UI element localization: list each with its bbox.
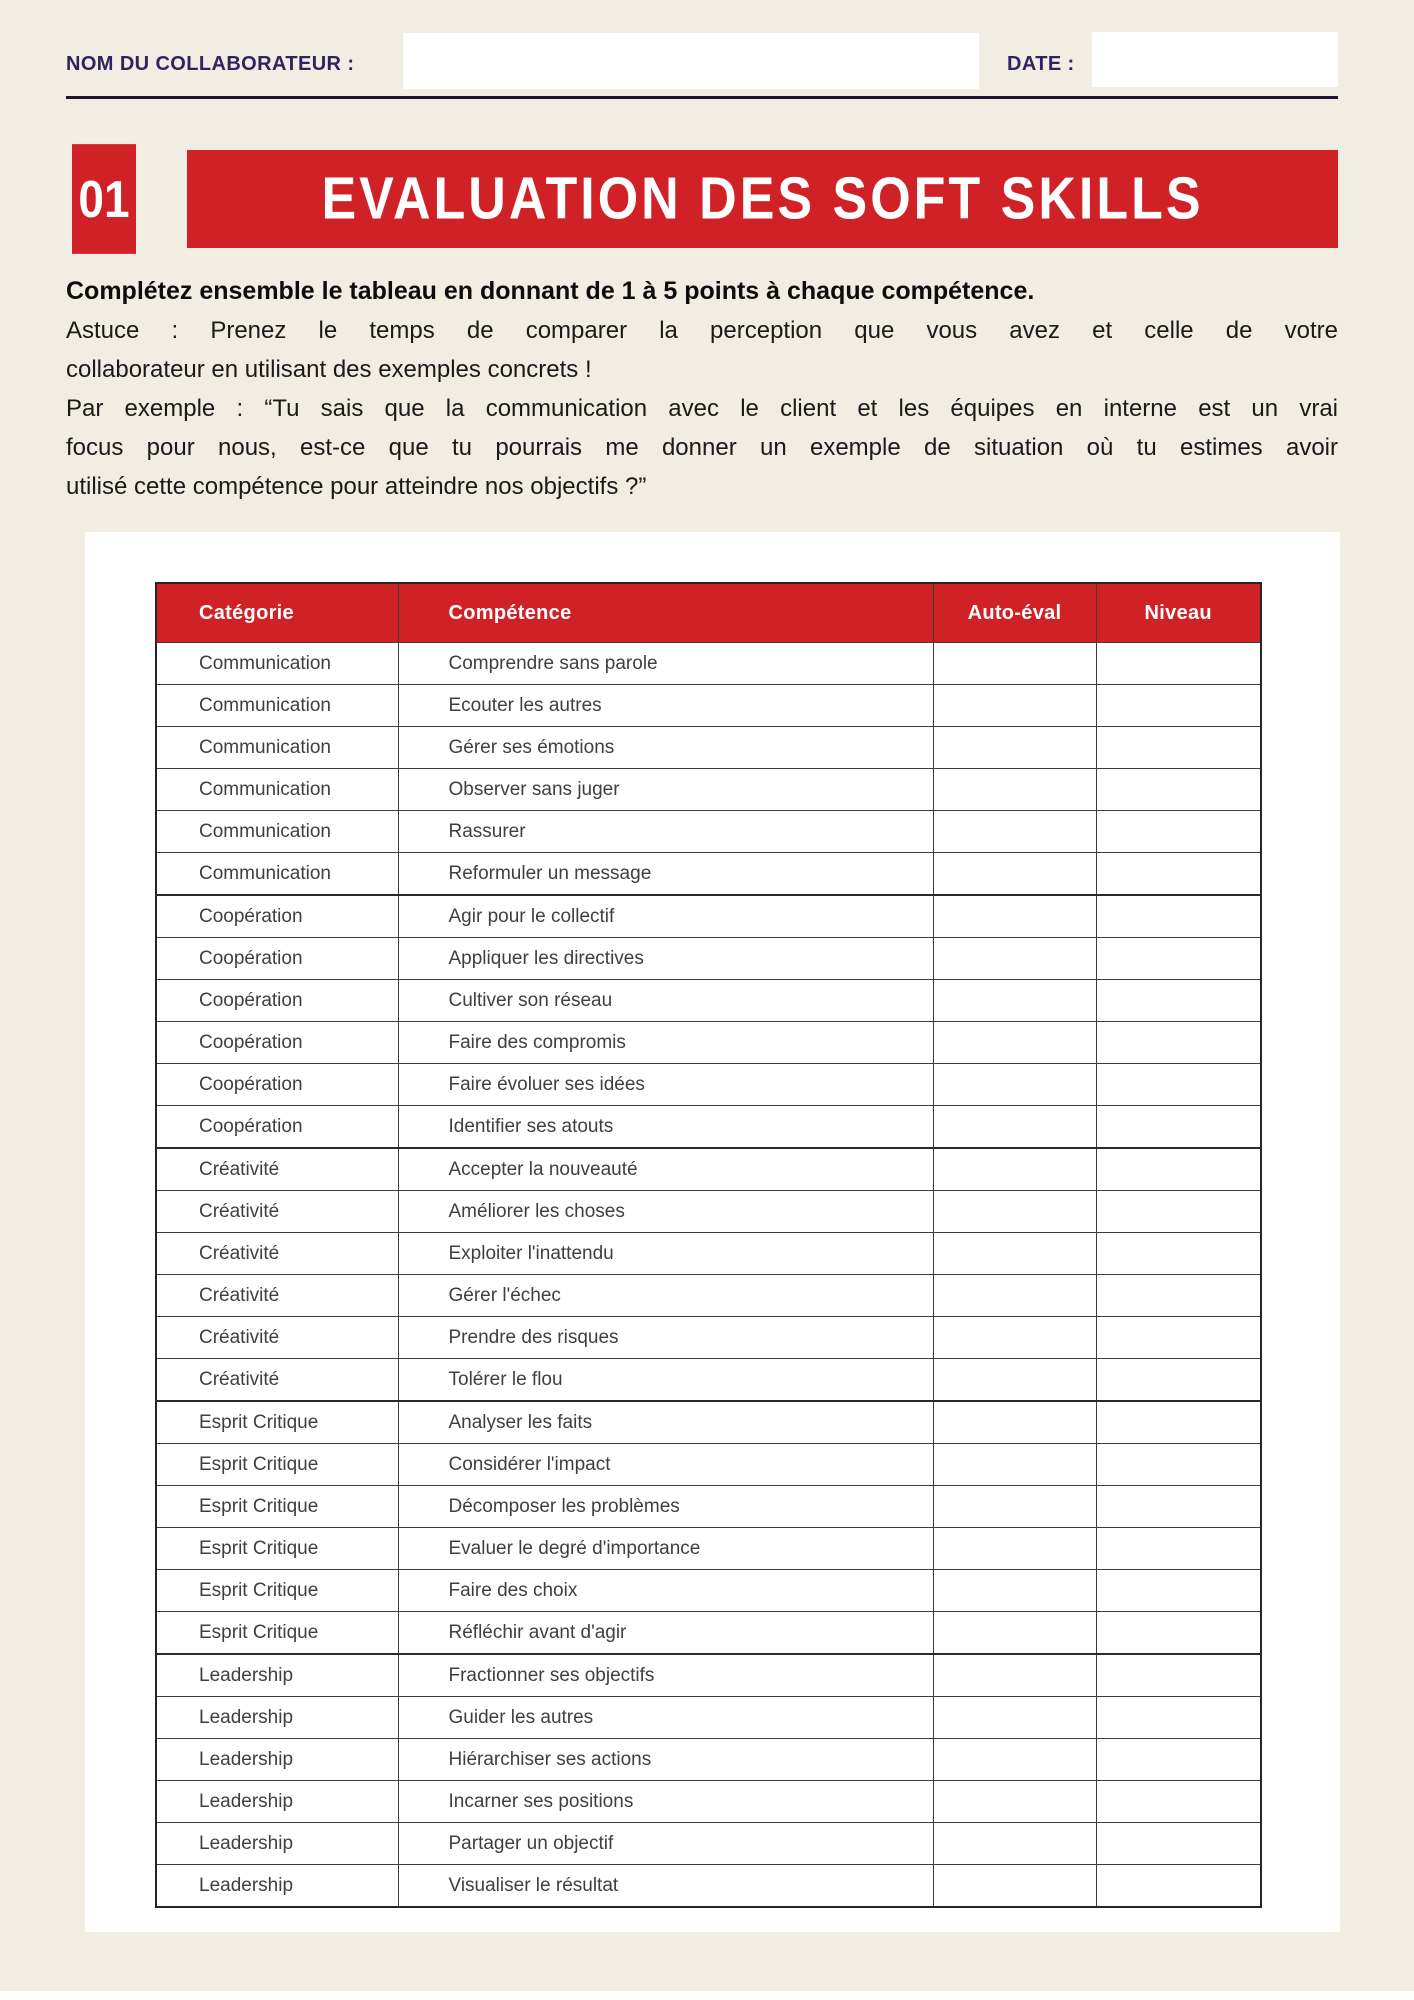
skills-table — [155, 582, 1262, 1908]
section-number-badge — [72, 144, 136, 254]
cell-competence: Hiérarchiser ses actions — [398, 1739, 933, 1781]
cell-competence: Appliquer les directives — [398, 938, 933, 980]
intro-line-4: Par exemple : “Tu sais que la communication avec le client et les équipes en interne est un vrai — [66, 395, 1338, 422]
cell-niveau[interactable] — [1096, 1823, 1261, 1865]
cell-categorie: Esprit Critique — [156, 1401, 398, 1444]
cell-auto-eval[interactable] — [933, 980, 1096, 1022]
cell-competence: Visualiser le résultat — [398, 1865, 933, 1908]
table-row — [156, 811, 1261, 853]
cell-competence: Incarner ses positions — [398, 1781, 933, 1823]
cell-competence: Cultiver son réseau — [398, 980, 933, 1022]
cell-categorie: Communication — [156, 811, 398, 853]
cell-niveau[interactable] — [1096, 685, 1261, 727]
cell-auto-eval[interactable] — [933, 1064, 1096, 1106]
cell-categorie: Créativité — [156, 1359, 398, 1402]
cell-auto-eval[interactable] — [933, 1654, 1096, 1697]
cell-categorie: Créativité — [156, 1191, 398, 1233]
cell-categorie: Communication — [156, 685, 398, 727]
cell-niveau[interactable] — [1096, 1570, 1261, 1612]
cell-categorie: Coopération — [156, 980, 398, 1022]
cell-competence: Agir pour le collectif — [398, 895, 933, 938]
cell-auto-eval[interactable] — [933, 1401, 1096, 1444]
cell-competence: Partager un objectif — [398, 1823, 933, 1865]
cell-competence: Améliorer les choses — [398, 1191, 933, 1233]
cell-niveau[interactable] — [1096, 1612, 1261, 1655]
cell-categorie: Esprit Critique — [156, 1570, 398, 1612]
cell-auto-eval[interactable] — [933, 1233, 1096, 1275]
cell-auto-eval[interactable] — [933, 1865, 1096, 1908]
cell-competence: Exploiter l'inattendu — [398, 1233, 933, 1275]
cell-competence: Analyser les faits — [398, 1401, 933, 1444]
cell-categorie: Communication — [156, 727, 398, 769]
cell-categorie: Leadership — [156, 1739, 398, 1781]
table-row — [156, 895, 1261, 938]
cell-competence: Accepter la nouveauté — [398, 1148, 933, 1191]
column-header-niveau: Niveau — [1096, 583, 1261, 643]
cell-niveau[interactable] — [1096, 1191, 1261, 1233]
cell-niveau[interactable] — [1096, 643, 1261, 685]
cell-niveau[interactable] — [1096, 1401, 1261, 1444]
intro-line-5: focus pour nous, est-ce que tu pourrais me donner un exemple de situation où tu estimes avoir — [66, 434, 1338, 461]
cell-niveau[interactable] — [1096, 769, 1261, 811]
cell-niveau[interactable] — [1096, 938, 1261, 980]
table-row — [156, 1148, 1261, 1191]
cell-categorie: Leadership — [156, 1697, 398, 1739]
cell-auto-eval[interactable] — [933, 769, 1096, 811]
cell-categorie: Coopération — [156, 938, 398, 980]
cell-categorie: Créativité — [156, 1233, 398, 1275]
table-row — [156, 1233, 1261, 1275]
cell-auto-eval[interactable] — [933, 1359, 1096, 1402]
cell-niveau[interactable] — [1096, 1022, 1261, 1064]
table-row — [156, 1781, 1261, 1823]
cell-auto-eval[interactable] — [933, 1275, 1096, 1317]
table-row — [156, 1359, 1261, 1402]
cell-auto-eval[interactable] — [933, 1444, 1096, 1486]
cell-auto-eval[interactable] — [933, 1106, 1096, 1149]
cell-auto-eval[interactable] — [933, 938, 1096, 980]
table-row — [156, 727, 1261, 769]
cell-niveau[interactable] — [1096, 1486, 1261, 1528]
cell-categorie: Esprit Critique — [156, 1528, 398, 1570]
cell-competence: Reformuler un message — [398, 853, 933, 896]
cell-competence: Faire des choix — [398, 1570, 933, 1612]
cell-categorie: Leadership — [156, 1865, 398, 1908]
table-row — [156, 1570, 1261, 1612]
cell-niveau[interactable] — [1096, 1275, 1261, 1317]
cell-auto-eval[interactable] — [933, 1570, 1096, 1612]
content-panel — [85, 532, 1340, 1932]
table-row — [156, 1106, 1261, 1149]
cell-competence: Observer sans juger — [398, 769, 933, 811]
cell-competence: Réfléchir avant d'agir — [398, 1612, 933, 1655]
cell-niveau[interactable] — [1096, 1865, 1261, 1908]
cell-niveau[interactable] — [1096, 1528, 1261, 1570]
table-row — [156, 1697, 1261, 1739]
cell-categorie: Coopération — [156, 895, 398, 938]
table-row — [156, 1064, 1261, 1106]
cell-categorie: Esprit Critique — [156, 1612, 398, 1655]
intro-line-2: Astuce : Prenez le temps de comparer la perception que vous avez et celle de votre — [66, 317, 1338, 344]
collaborator-name-label: NOM DU COLLABORATEUR : — [66, 53, 355, 75]
intro-line-1: Complétez ensemble le tableau en donnant de 1 à 5 points à chaque compétence. — [66, 277, 1035, 305]
cell-niveau[interactable] — [1096, 1444, 1261, 1486]
cell-auto-eval[interactable] — [933, 1781, 1096, 1823]
column-header-categorie: Catégorie — [156, 583, 398, 643]
cell-categorie: Communication — [156, 853, 398, 896]
cell-categorie: Coopération — [156, 1064, 398, 1106]
cell-competence: Guider les autres — [398, 1697, 933, 1739]
cell-categorie: Leadership — [156, 1781, 398, 1823]
cell-niveau[interactable] — [1096, 1317, 1261, 1359]
cell-auto-eval[interactable] — [933, 1739, 1096, 1781]
table-row — [156, 1317, 1261, 1359]
cell-auto-eval[interactable] — [933, 1022, 1096, 1064]
cell-auto-eval[interactable] — [933, 685, 1096, 727]
cell-categorie: Leadership — [156, 1654, 398, 1697]
cell-categorie: Communication — [156, 643, 398, 685]
cell-auto-eval[interactable] — [933, 811, 1096, 853]
cell-auto-eval[interactable] — [933, 1528, 1096, 1570]
cell-categorie: Créativité — [156, 1275, 398, 1317]
cell-niveau[interactable] — [1096, 1064, 1261, 1106]
table-row — [156, 1486, 1261, 1528]
cell-competence: Faire des compromis — [398, 1022, 933, 1064]
cell-auto-eval[interactable] — [933, 643, 1096, 685]
cell-niveau[interactable] — [1096, 853, 1261, 896]
date-input[interactable] — [1092, 32, 1338, 87]
table-row — [156, 1444, 1261, 1486]
cell-competence: Tolérer le flou — [398, 1359, 933, 1402]
cell-niveau[interactable] — [1096, 1233, 1261, 1275]
cell-categorie: Communication — [156, 769, 398, 811]
table-row — [156, 1865, 1261, 1908]
date-label: DATE : — [1007, 53, 1075, 75]
cell-niveau[interactable] — [1096, 895, 1261, 938]
header-divider — [66, 96, 1338, 99]
section-title-banner — [187, 150, 1338, 248]
cell-categorie: Leadership — [156, 1823, 398, 1865]
cell-competence: Evaluer le degré d'importance — [398, 1528, 933, 1570]
table-row — [156, 1401, 1261, 1444]
cell-auto-eval[interactable] — [933, 1823, 1096, 1865]
cell-auto-eval[interactable] — [933, 727, 1096, 769]
section-number: 01 — [78, 169, 130, 229]
table-row — [156, 643, 1261, 685]
cell-competence: Gérer l'échec — [398, 1275, 933, 1317]
cell-competence: Gérer ses émotions — [398, 727, 933, 769]
cell-categorie: Coopération — [156, 1022, 398, 1064]
table-row — [156, 1654, 1261, 1697]
cell-competence: Décomposer les problèmes — [398, 1486, 933, 1528]
table-row — [156, 1191, 1261, 1233]
cell-auto-eval[interactable] — [933, 1612, 1096, 1655]
cell-auto-eval[interactable] — [933, 895, 1096, 938]
cell-competence: Rassurer — [398, 811, 933, 853]
column-header-competence: Compétence — [398, 583, 933, 643]
cell-competence: Comprendre sans parole — [398, 643, 933, 685]
cell-auto-eval[interactable] — [933, 1486, 1096, 1528]
cell-competence: Considérer l'impact — [398, 1444, 933, 1486]
collaborator-name-input[interactable] — [403, 33, 979, 89]
next-page-edge — [0, 1991, 1414, 2000]
table-row — [156, 1275, 1261, 1317]
table-header-row — [156, 583, 1261, 643]
table-row — [156, 1823, 1261, 1865]
cell-competence: Faire évoluer ses idées — [398, 1064, 933, 1106]
table-row — [156, 853, 1261, 896]
cell-niveau[interactable] — [1096, 727, 1261, 769]
table-row — [156, 938, 1261, 980]
cell-categorie: Créativité — [156, 1317, 398, 1359]
table-row — [156, 1528, 1261, 1570]
cell-categorie: Créativité — [156, 1148, 398, 1191]
column-header-auto-eval: Auto-éval — [933, 583, 1096, 643]
cell-competence: Fractionner ses objectifs — [398, 1654, 933, 1697]
cell-auto-eval[interactable] — [933, 1148, 1096, 1191]
cell-categorie: Coopération — [156, 1106, 398, 1149]
cell-niveau[interactable] — [1096, 1697, 1261, 1739]
cell-categorie: Esprit Critique — [156, 1486, 398, 1528]
cell-niveau[interactable] — [1096, 811, 1261, 853]
cell-niveau[interactable] — [1096, 1654, 1261, 1697]
cell-niveau[interactable] — [1096, 980, 1261, 1022]
cell-competence: Identifier ses atouts — [398, 1106, 933, 1149]
table-row — [156, 1022, 1261, 1064]
intro-paragraph — [66, 272, 1338, 506]
section-title: EVALUATION DES SOFT SKILLS — [321, 165, 1204, 233]
cell-auto-eval[interactable] — [933, 1317, 1096, 1359]
cell-niveau[interactable] — [1096, 1106, 1261, 1149]
cell-niveau[interactable] — [1096, 1359, 1261, 1402]
table-row — [156, 685, 1261, 727]
cell-categorie: Esprit Critique — [156, 1444, 398, 1486]
cell-competence: Prendre des risques — [398, 1317, 933, 1359]
cell-niveau[interactable] — [1096, 1148, 1261, 1191]
cell-auto-eval[interactable] — [933, 1697, 1096, 1739]
table-row — [156, 1612, 1261, 1655]
intro-line-6: utilisé cette compétence pour atteindre nos objectifs ?” — [66, 473, 647, 500]
table-row — [156, 1739, 1261, 1781]
cell-auto-eval[interactable] — [933, 1191, 1096, 1233]
cell-niveau[interactable] — [1096, 1781, 1261, 1823]
cell-auto-eval[interactable] — [933, 853, 1096, 896]
table-row — [156, 769, 1261, 811]
table-row — [156, 980, 1261, 1022]
cell-competence: Ecouter les autres — [398, 685, 933, 727]
intro-line-3: collaborateur en utilisant des exemples concrets ! — [66, 356, 592, 383]
cell-niveau[interactable] — [1096, 1739, 1261, 1781]
